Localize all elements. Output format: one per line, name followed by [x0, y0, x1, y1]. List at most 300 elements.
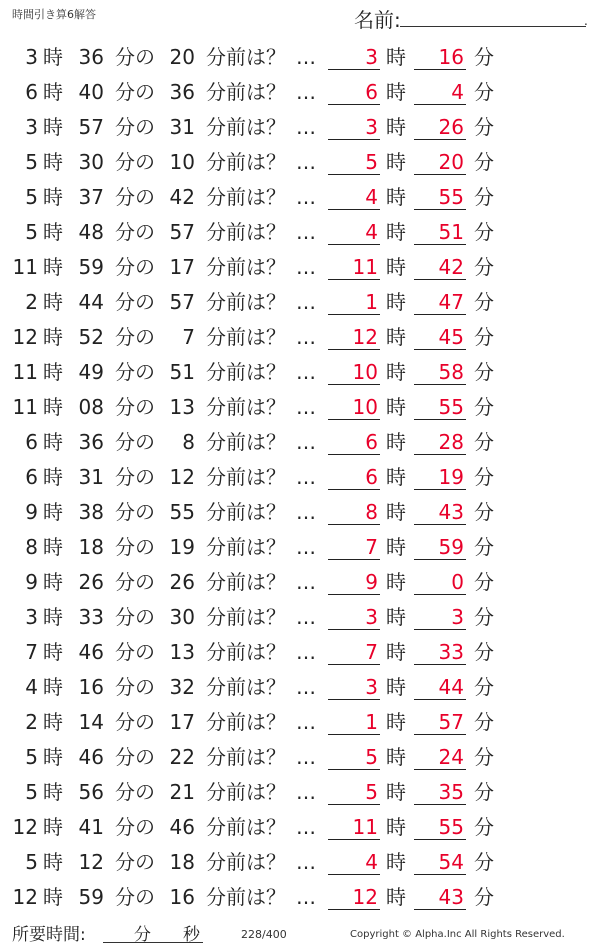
hour-label: 時: [43, 605, 63, 629]
before-question-label: 分前は？: [206, 640, 286, 664]
problem-row: [0, 845, 600, 880]
before-question-label: 分前は？: [206, 255, 286, 279]
minute-label: 分: [474, 850, 494, 874]
answer-hour: 3: [328, 115, 380, 140]
before-question-label: 分前は？: [206, 605, 286, 629]
hour-label: 時: [43, 185, 63, 209]
ellipsis: …: [296, 430, 316, 454]
before-question-label: 分前は？: [206, 395, 286, 419]
hour-label: 時: [386, 290, 406, 314]
before-question-label: 分前は？: [206, 150, 286, 174]
name-field-line[interactable]: [400, 26, 586, 27]
answer-minute: 26: [414, 115, 466, 140]
answer-hour: 6: [328, 465, 380, 490]
start-minute: 37: [78, 185, 104, 209]
answer-minute: 58: [414, 360, 466, 385]
hour-label: 時: [43, 850, 63, 874]
name-line-dot: .: [584, 14, 588, 28]
start-hour: 5: [25, 780, 38, 804]
subtract-minutes: 31: [169, 115, 195, 139]
subtract-minutes: 10: [169, 150, 195, 174]
minute-label: 分: [474, 290, 494, 314]
ellipsis: …: [296, 290, 316, 314]
hour-label: 時: [43, 150, 63, 174]
hour-label: 時: [43, 395, 63, 419]
minute-label: 分: [474, 325, 494, 349]
start-minute: 38: [78, 500, 104, 524]
ellipsis: …: [296, 745, 316, 769]
problem-row: [0, 215, 600, 250]
before-question-label: 分前は？: [206, 500, 286, 524]
page-number: 228/400: [241, 928, 287, 941]
start-minute: 46: [78, 640, 104, 664]
hour-label: 時: [386, 45, 406, 69]
before-question-label: 分前は？: [206, 45, 286, 69]
before-question-label: 分前は？: [206, 885, 286, 909]
subtract-minutes: 51: [169, 360, 195, 384]
answer-minute: 33: [414, 640, 466, 665]
ellipsis: …: [296, 850, 316, 874]
start-hour: 2: [25, 710, 38, 734]
ellipsis: …: [296, 185, 316, 209]
hour-label: 時: [43, 430, 63, 454]
hour-label: 時: [386, 570, 406, 594]
minute-of-label: 分の: [115, 500, 155, 524]
start-minute: 49: [78, 360, 104, 384]
minute-of-label: 分の: [115, 430, 155, 454]
answer-hour: 1: [328, 710, 380, 735]
answer-hour: 3: [328, 45, 380, 70]
copyright: Copyright © Alpha.Inc All Rights Reserved.: [350, 929, 565, 940]
answer-hour: 3: [328, 675, 380, 700]
start-minute: 18: [78, 535, 104, 559]
subtract-minutes: 17: [169, 255, 195, 279]
problem-row: [0, 390, 600, 425]
answer-minute: 51: [414, 220, 466, 245]
minute-of-label: 分の: [115, 570, 155, 594]
answer-hour: 10: [328, 360, 380, 385]
hour-label: 時: [43, 675, 63, 699]
minute-of-label: 分の: [115, 640, 155, 664]
problem-row: [0, 40, 600, 75]
answer-hour: 12: [328, 885, 380, 910]
minute-label: 分: [474, 465, 494, 489]
answer-minute: 19: [414, 465, 466, 490]
subtract-minutes: 57: [169, 290, 195, 314]
start-minute: 56: [78, 780, 104, 804]
start-hour: 3: [25, 605, 38, 629]
answer-hour: 6: [328, 80, 380, 105]
minute-label: 分: [474, 640, 494, 664]
minute-of-label: 分の: [115, 815, 155, 839]
minute-label: 分: [474, 115, 494, 139]
minute-label: 分: [474, 885, 494, 909]
minute-label: 分: [474, 500, 494, 524]
answer-minute: 43: [414, 500, 466, 525]
subtract-minutes: 21: [169, 780, 195, 804]
start-hour: 6: [25, 430, 38, 454]
start-minute: 46: [78, 745, 104, 769]
answer-minute: 16: [414, 45, 466, 70]
hour-label: 時: [386, 150, 406, 174]
hour-label: 時: [386, 255, 406, 279]
answer-minute: 44: [414, 675, 466, 700]
time-required-label: 所要時間:: [12, 925, 86, 945]
problem-row: [0, 145, 600, 180]
problem-row: [0, 740, 600, 775]
hour-label: 時: [43, 535, 63, 559]
start-minute: 41: [78, 815, 104, 839]
hour-label: 時: [386, 675, 406, 699]
start-minute: 26: [78, 570, 104, 594]
minute-of-label: 分の: [115, 780, 155, 804]
problem-row: [0, 600, 600, 635]
subtract-minutes: 32: [169, 675, 195, 699]
hour-label: 時: [43, 290, 63, 314]
hour-label: 時: [386, 115, 406, 139]
subtract-minutes: 13: [169, 640, 195, 664]
ellipsis: …: [296, 255, 316, 279]
minute-of-label: 分の: [115, 150, 155, 174]
answer-minute: 42: [414, 255, 466, 280]
start-hour: 6: [25, 465, 38, 489]
minutes-label: 分: [134, 925, 151, 945]
problem-row: [0, 355, 600, 390]
hour-label: 時: [386, 80, 406, 104]
subtract-minutes: 22: [169, 745, 195, 769]
start-minute: 59: [78, 255, 104, 279]
problem-row: [0, 670, 600, 705]
answer-minute: 24: [414, 745, 466, 770]
answer-hour: 12: [328, 325, 380, 350]
answer-hour: 1: [328, 290, 380, 315]
hour-label: 時: [43, 360, 63, 384]
before-question-label: 分前は？: [206, 850, 286, 874]
minute-of-label: 分の: [115, 605, 155, 629]
problem-row: [0, 425, 600, 460]
answer-minute: 47: [414, 290, 466, 315]
ellipsis: …: [296, 80, 316, 104]
answer-minute: 28: [414, 430, 466, 455]
before-question-label: 分前は？: [206, 815, 286, 839]
problem-row: [0, 880, 600, 915]
minute-of-label: 分の: [115, 220, 155, 244]
hour-label: 時: [386, 850, 406, 874]
problem-row: [0, 180, 600, 215]
answer-minute: 54: [414, 850, 466, 875]
hour-label: 時: [43, 710, 63, 734]
hour-label: 時: [43, 500, 63, 524]
minute-of-label: 分の: [115, 395, 155, 419]
minute-of-label: 分の: [115, 675, 155, 699]
subtract-minutes: 30: [169, 605, 195, 629]
minute-of-label: 分の: [115, 325, 155, 349]
ellipsis: …: [296, 395, 316, 419]
before-question-label: 分前は？: [206, 185, 286, 209]
problem-row: [0, 250, 600, 285]
start-hour: 11: [12, 255, 38, 279]
answer-minute: 59: [414, 535, 466, 560]
start-minute: 33: [78, 605, 104, 629]
before-question-label: 分前は？: [206, 360, 286, 384]
subtract-minutes: 55: [169, 500, 195, 524]
answer-minute: 3: [414, 605, 466, 630]
ellipsis: …: [296, 45, 316, 69]
start-hour: 7: [25, 640, 38, 664]
answer-hour: 4: [328, 850, 380, 875]
answer-hour: 10: [328, 395, 380, 420]
start-hour: 8: [25, 535, 38, 559]
minute-of-label: 分の: [115, 710, 155, 734]
answer-hour: 6: [328, 430, 380, 455]
minute-label: 分: [474, 80, 494, 104]
ellipsis: …: [296, 150, 316, 174]
start-hour: 12: [12, 325, 38, 349]
start-hour: 9: [25, 570, 38, 594]
before-question-label: 分前は？: [206, 780, 286, 804]
problem-list: [0, 40, 600, 915]
minute-label: 分: [474, 815, 494, 839]
problem-row: [0, 460, 600, 495]
subtract-minutes: 19: [169, 535, 195, 559]
minute-label: 分: [474, 710, 494, 734]
hour-label: 時: [43, 745, 63, 769]
minute-label: 分: [474, 150, 494, 174]
minute-of-label: 分の: [115, 290, 155, 314]
hour-label: 時: [386, 535, 406, 559]
minute-label: 分: [474, 605, 494, 629]
hour-label: 時: [386, 745, 406, 769]
start-minute: 12: [78, 850, 104, 874]
hour-label: 時: [43, 780, 63, 804]
ellipsis: …: [296, 815, 316, 839]
start-hour: 2: [25, 290, 38, 314]
subtract-minutes: 46: [169, 815, 195, 839]
hour-label: 時: [386, 360, 406, 384]
problem-row: [0, 530, 600, 565]
ellipsis: …: [296, 500, 316, 524]
hour-label: 時: [386, 500, 406, 524]
start-hour: 5: [25, 150, 38, 174]
hour-label: 時: [43, 640, 63, 664]
minute-of-label: 分の: [115, 745, 155, 769]
answer-hour: 9: [328, 570, 380, 595]
problem-row: [0, 110, 600, 145]
minute-label: 分: [474, 220, 494, 244]
hour-label: 時: [43, 45, 63, 69]
start-minute: 31: [78, 465, 104, 489]
start-minute: 16: [78, 675, 104, 699]
start-minute: 14: [78, 710, 104, 734]
seconds-label: 秒: [183, 925, 200, 945]
start-hour: 11: [12, 360, 38, 384]
minute-of-label: 分の: [115, 850, 155, 874]
start-hour: 5: [25, 185, 38, 209]
ellipsis: …: [296, 570, 316, 594]
start-hour: 5: [25, 745, 38, 769]
hour-label: 時: [43, 325, 63, 349]
hour-label: 時: [386, 220, 406, 244]
start-hour: 3: [25, 115, 38, 139]
before-question-label: 分前は？: [206, 80, 286, 104]
start-hour: 4: [25, 675, 38, 699]
ellipsis: …: [296, 220, 316, 244]
hour-label: 時: [386, 325, 406, 349]
ellipsis: …: [296, 605, 316, 629]
ellipsis: …: [296, 640, 316, 664]
answer-hour: 5: [328, 745, 380, 770]
subtract-minutes: 8: [182, 430, 195, 454]
answer-hour: 3: [328, 605, 380, 630]
minute-label: 分: [474, 780, 494, 804]
minute-of-label: 分の: [115, 255, 155, 279]
ellipsis: …: [296, 360, 316, 384]
hour-label: 時: [43, 815, 63, 839]
start-minute: 36: [78, 430, 104, 454]
hour-label: 時: [43, 220, 63, 244]
answer-minute: 43: [414, 885, 466, 910]
start-minute: 08: [78, 395, 104, 419]
answer-minute: 0: [414, 570, 466, 595]
subtract-minutes: 17: [169, 710, 195, 734]
start-hour: 12: [12, 885, 38, 909]
hour-label: 時: [43, 255, 63, 279]
subtract-minutes: 12: [169, 465, 195, 489]
problem-row: [0, 635, 600, 670]
minute-of-label: 分の: [115, 115, 155, 139]
minute-label: 分: [474, 430, 494, 454]
start-hour: 12: [12, 815, 38, 839]
minute-label: 分: [474, 535, 494, 559]
hour-label: 時: [43, 570, 63, 594]
minute-of-label: 分の: [115, 80, 155, 104]
before-question-label: 分前は？: [206, 220, 286, 244]
ellipsis: …: [296, 535, 316, 559]
answer-hour: 4: [328, 220, 380, 245]
ellipsis: …: [296, 675, 316, 699]
before-question-label: 分前は？: [206, 675, 286, 699]
start-hour: 5: [25, 850, 38, 874]
answer-minute: 45: [414, 325, 466, 350]
minute-label: 分: [474, 745, 494, 769]
answer-hour: 5: [328, 150, 380, 175]
answer-minute: 35: [414, 780, 466, 805]
hour-label: 時: [386, 815, 406, 839]
start-minute: 59: [78, 885, 104, 909]
hour-label: 時: [386, 885, 406, 909]
hour-label: 時: [43, 885, 63, 909]
before-question-label: 分前は？: [206, 710, 286, 734]
minute-of-label: 分の: [115, 885, 155, 909]
minute-of-label: 分の: [115, 360, 155, 384]
problem-row: [0, 705, 600, 740]
answer-minute: 4: [414, 80, 466, 105]
subtract-minutes: 26: [169, 570, 195, 594]
before-question-label: 分前は？: [206, 325, 286, 349]
minute-label: 分: [474, 360, 494, 384]
start-minute: 36: [78, 45, 104, 69]
start-minute: 40: [78, 80, 104, 104]
answer-hour: 8: [328, 500, 380, 525]
before-question-label: 分前は？: [206, 570, 286, 594]
worksheet-title: 時間引き算6解答: [12, 8, 96, 21]
answer-hour: 4: [328, 185, 380, 210]
start-minute: 44: [78, 290, 104, 314]
problem-row: [0, 495, 600, 530]
minute-label: 分: [474, 675, 494, 699]
minute-label: 分: [474, 45, 494, 69]
hour-label: 時: [386, 430, 406, 454]
subtract-minutes: 16: [169, 885, 195, 909]
answer-minute: 20: [414, 150, 466, 175]
start-minute: 30: [78, 150, 104, 174]
name-label: 名前:: [354, 8, 401, 32]
before-question-label: 分前は？: [206, 745, 286, 769]
answer-hour: 11: [328, 255, 380, 280]
before-question-label: 分前は？: [206, 465, 286, 489]
answer-hour: 7: [328, 640, 380, 665]
problem-row: [0, 775, 600, 810]
ellipsis: …: [296, 710, 316, 734]
subtract-minutes: 57: [169, 220, 195, 244]
ellipsis: …: [296, 115, 316, 139]
answer-hour: 11: [328, 815, 380, 840]
answer-hour: 7: [328, 535, 380, 560]
ellipsis: …: [296, 780, 316, 804]
start-hour: 3: [25, 45, 38, 69]
ellipsis: …: [296, 465, 316, 489]
hour-label: 時: [386, 395, 406, 419]
start-minute: 57: [78, 115, 104, 139]
hour-label: 時: [43, 465, 63, 489]
problem-row: [0, 75, 600, 110]
subtract-minutes: 18: [169, 850, 195, 874]
start-hour: 5: [25, 220, 38, 244]
hour-label: 時: [43, 80, 63, 104]
minute-label: 分: [474, 185, 494, 209]
minute-of-label: 分の: [115, 185, 155, 209]
hour-label: 時: [386, 605, 406, 629]
ellipsis: …: [296, 325, 316, 349]
before-question-label: 分前は？: [206, 290, 286, 314]
subtract-minutes: 36: [169, 80, 195, 104]
hour-label: 時: [386, 465, 406, 489]
hour-label: 時: [386, 710, 406, 734]
minute-of-label: 分の: [115, 465, 155, 489]
start-hour: 6: [25, 80, 38, 104]
before-question-label: 分前は？: [206, 430, 286, 454]
subtract-minutes: 13: [169, 395, 195, 419]
answer-minute: 55: [414, 395, 466, 420]
start-minute: 48: [78, 220, 104, 244]
problem-row: [0, 285, 600, 320]
minute-label: 分: [474, 570, 494, 594]
ellipsis: …: [296, 885, 316, 909]
answer-minute: 55: [414, 185, 466, 210]
problem-row: [0, 810, 600, 845]
hour-label: 時: [43, 115, 63, 139]
before-question-label: 分前は？: [206, 535, 286, 559]
subtract-minutes: 42: [169, 185, 195, 209]
start-hour: 9: [25, 500, 38, 524]
minute-label: 分: [474, 255, 494, 279]
hour-label: 時: [386, 780, 406, 804]
hour-label: 時: [386, 185, 406, 209]
problem-row: [0, 565, 600, 600]
minute-of-label: 分の: [115, 535, 155, 559]
start-hour: 11: [12, 395, 38, 419]
subtract-minutes: 7: [182, 325, 195, 349]
